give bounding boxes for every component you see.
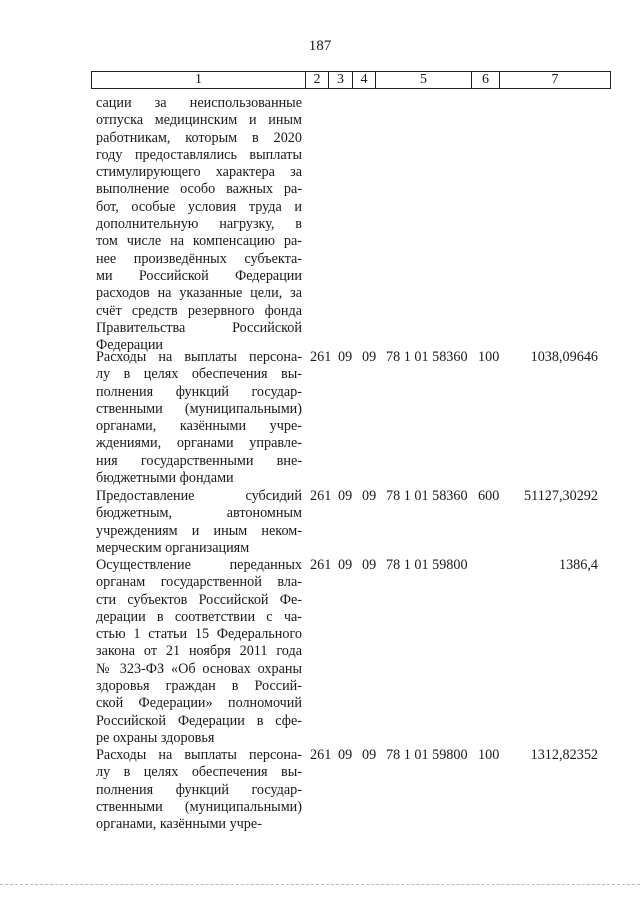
description-line: Осуществление переданных [96, 557, 302, 573]
description-line: отпуска медицинским и иным [96, 112, 302, 129]
header-col-7: 7 [551, 72, 559, 87]
code-subsection: 09 [362, 557, 377, 573]
description-line: нее произведённых субъекта- [96, 250, 302, 267]
description-line: счёт средств резервного фонда [96, 302, 302, 319]
header-col-5: 5 [376, 72, 472, 88]
code-section: 09 [338, 747, 353, 763]
description-line: сации за неиспользованные [96, 95, 302, 111]
description-line: ждениями, органами управле- [96, 435, 302, 452]
code-target: 78 1 01 59800 [386, 747, 468, 763]
page-bottom-rule [0, 884, 640, 885]
description-line: году предоставлялись выплаты [96, 146, 302, 163]
description-line: бюджетными фондами [96, 470, 234, 487]
row-description [96, 488, 302, 557]
amount: 1386,4 [558, 557, 598, 573]
description-line: ми Российской Федерации [96, 267, 302, 284]
row-codes [308, 488, 608, 506]
description-line: органами, казёнными учре- [96, 418, 302, 435]
code-target: 78 1 01 58360 [386, 488, 468, 504]
description-line: здоровья граждан в Россий- [96, 678, 302, 695]
row-description [96, 95, 302, 354]
code-admin: 261 [310, 349, 332, 365]
description-line: Российской Федерации в сфе- [96, 712, 302, 729]
page-number: 187 [308, 38, 332, 54]
description-line: бюджетным, автономным [96, 505, 302, 522]
code-expense-type: 100 [478, 747, 500, 763]
description-line: выполнение особо важных ра- [96, 181, 302, 198]
description-line: Расходы на выплаты персона- [96, 349, 302, 365]
row-codes [308, 95, 608, 113]
header-col-4: 4 [353, 72, 376, 88]
description-line: полнения функций государ- [96, 781, 302, 798]
code-subsection: 09 [362, 488, 377, 504]
description-line: № 323-ФЗ «Об основах охраны [96, 660, 302, 677]
description-line: дерации в соответствии с ча- [96, 608, 302, 625]
description-line: Федерации [96, 337, 164, 354]
description-line: том числе на компенсацию ра- [96, 233, 302, 250]
table-header-row [91, 71, 611, 89]
description-line: мерческим организациям [96, 539, 250, 556]
description-line: стью 1 статьи 15 Федерального [96, 626, 302, 643]
description-line: ской Федерации» полномочий [96, 695, 302, 712]
row-codes [308, 557, 608, 575]
row-description [96, 349, 302, 487]
description-line: стимулирующего характера за [96, 164, 302, 181]
header-col-1: 1 [92, 72, 306, 88]
code-section: 09 [338, 488, 353, 504]
header-col-6: 6 [472, 72, 500, 88]
header-col-2: 2 [306, 72, 329, 88]
description-line: полнения функций государ- [96, 383, 302, 400]
header-col-3: 3 [329, 72, 353, 88]
code-admin: 261 [310, 557, 332, 573]
code-target: 78 1 01 59800 [386, 557, 468, 573]
code-expense-type: 100 [478, 349, 500, 365]
amount: 51127,30292 [524, 488, 598, 504]
code-expense-type: 600 [478, 488, 500, 504]
description-line: органам государственной вла- [96, 574, 302, 591]
description-line: ре охраны здоровья [96, 729, 215, 746]
code-subsection: 09 [362, 349, 377, 365]
description-line: ственными (муниципальными) [96, 798, 302, 815]
code-subsection: 09 [362, 747, 377, 763]
description-line: дополнительную нагрузку, в [96, 216, 302, 233]
description-line: бот, особые условия труда и [96, 198, 302, 215]
code-admin: 261 [310, 488, 332, 504]
description-line: Правительства Российской [96, 319, 302, 336]
description-line: лу в целях обеспечения вы- [96, 764, 302, 781]
row-description [96, 747, 302, 833]
description-line: учреждениям и иным неком- [96, 522, 302, 539]
amount: 1038,09646 [530, 349, 598, 365]
description-line: закона от 21 ноября 2011 года [96, 643, 302, 660]
code-section: 09 [338, 557, 353, 573]
description-line: лу в целях обеспечения вы- [96, 366, 302, 383]
code-section: 09 [338, 349, 353, 365]
code-target: 78 1 01 58360 [386, 349, 468, 365]
description-line: Предоставление субсидий [96, 488, 302, 504]
row-codes [308, 747, 608, 765]
description-line: органами, казёнными учре- [96, 816, 262, 833]
description-line: расходов на указанные цели, за [96, 285, 302, 302]
description-line: работникам, которым в 2020 [96, 129, 302, 146]
row-codes [308, 349, 608, 367]
amount: 1312,82352 [530, 747, 598, 763]
description-line: Расходы на выплаты персона- [96, 747, 302, 763]
description-line: сти субъектов Российской Фе- [96, 591, 302, 608]
description-line: ственными (муниципальными) [96, 400, 302, 417]
code-admin: 261 [310, 747, 332, 763]
row-description [96, 557, 302, 747]
description-line: ния государственными вне- [96, 452, 302, 469]
